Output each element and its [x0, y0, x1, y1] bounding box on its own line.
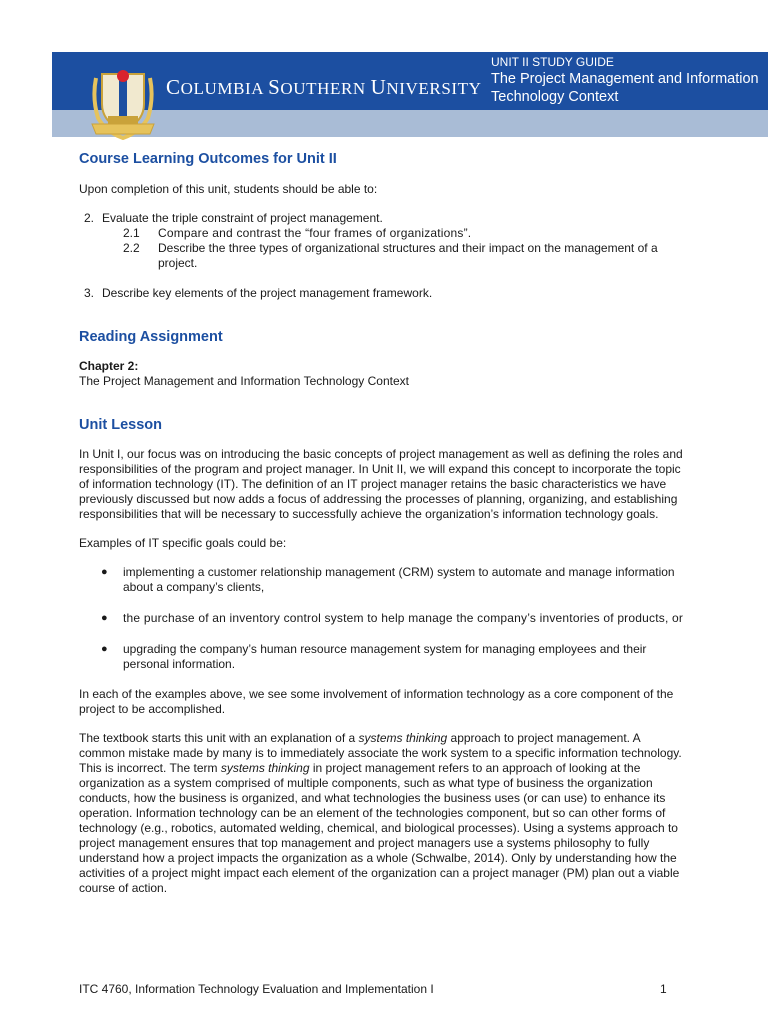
- bullet-icon: ●: [101, 566, 108, 578]
- lesson-paragraph: In each of the examples above, we see some involvement of information technology as a core component of the project to be accomplished.: [79, 687, 674, 716]
- reading-heading: Reading Assignment: [79, 329, 223, 345]
- goals-list: [79, 565, 689, 672]
- lesson-paragraph: The textbook starts this unit with an explanation of a systems thinking approach to project management. A common mistake made by many is to immediately associate the work system to a specific information technology. This is incorrect. The term systems thinking in project management refers to an approach of looking at the organization as a system comprised of multiple components, such as what type of business the organization conducts, how the business is organized, and what technologies the business uses (or can use) to enhance its operation. Information technology can be an element of the technologies component, but so can other forms of technology (e.g., robotics, automated welding, chemical, and biological processes). Using a systems approach to project management ensures that top management and project managers use a systems philosophy to fully understand how a project impacts the organization as a whole (Schwalbe, 2014). Only by understanding how the activities of a project might impact each element of the organization can a project manager (PM) plan out a viable course of action.: [79, 731, 682, 895]
- list-item: ● the purchase of an inventory control system to help manage the company’s inventories of products, or: [79, 611, 689, 626]
- lesson-heading: Unit Lesson: [79, 417, 162, 433]
- outcomes-list: [79, 211, 689, 301]
- lesson-paragraph: In Unit I, our focus was on introducing the basic concepts of project management as well as defining the roles and responsibilities of the program and project manager. In Unit II, we will expand this concept to incorporate the topic of information technology (IT). The definition of an IT project manager retains the basic characteristics we have previously discussed but now adds a focus of addressing the processes of planning, organizing, and establishing responsibilities that will be necessary to successfully achieve the organization’s information technology goals.: [79, 447, 683, 521]
- outcome-item: 3. Describe key elements of the project management framework.: [84, 286, 433, 300]
- outcome-subitem: 2.2 Describe the three types of organizational structures and their impact on the management of a project.: [123, 241, 658, 270]
- bullet-icon: ●: [101, 643, 108, 655]
- chapter-title: The Project Management and Information Technology Context: [79, 374, 409, 388]
- page-number: 1: [660, 982, 667, 996]
- header-strip: [52, 110, 768, 137]
- list-item: ● implementing a customer relationship management (CRM) system to automate and manage information about a company’s clients,: [79, 565, 689, 595]
- document-body: [79, 150, 689, 896]
- footer-course: ITC 4760, Information Technology Evaluation and Implementation I: [79, 982, 434, 996]
- list-item: ● upgrading the company’s human resource management system for managing employees and their personal information.: [79, 642, 689, 672]
- study-guide-title: The Project Management and Information Technology Context: [491, 71, 759, 105]
- outcomes-heading: Course Learning Outcomes for Unit II: [79, 151, 337, 167]
- chapter-label: Chapter 2:: [79, 359, 139, 373]
- outcome-item: 2. Evaluate the triple constraint of project management.: [84, 211, 383, 225]
- examples-intro: Examples of IT specific goals could be:: [79, 536, 287, 550]
- outcomes-intro: Upon completion of this unit, students should be able to:: [79, 182, 378, 196]
- study-guide-label: UNIT II STUDY GUIDE: [491, 55, 614, 69]
- university-crest-icon: [88, 58, 158, 140]
- university-name: COLUMBIA SOUTHERN UNIVERSITY: [166, 75, 482, 99]
- outcome-subitem: 2.1 Compare and contrast the “four frames of organizations”.: [123, 226, 472, 240]
- bullet-icon: ●: [101, 612, 108, 624]
